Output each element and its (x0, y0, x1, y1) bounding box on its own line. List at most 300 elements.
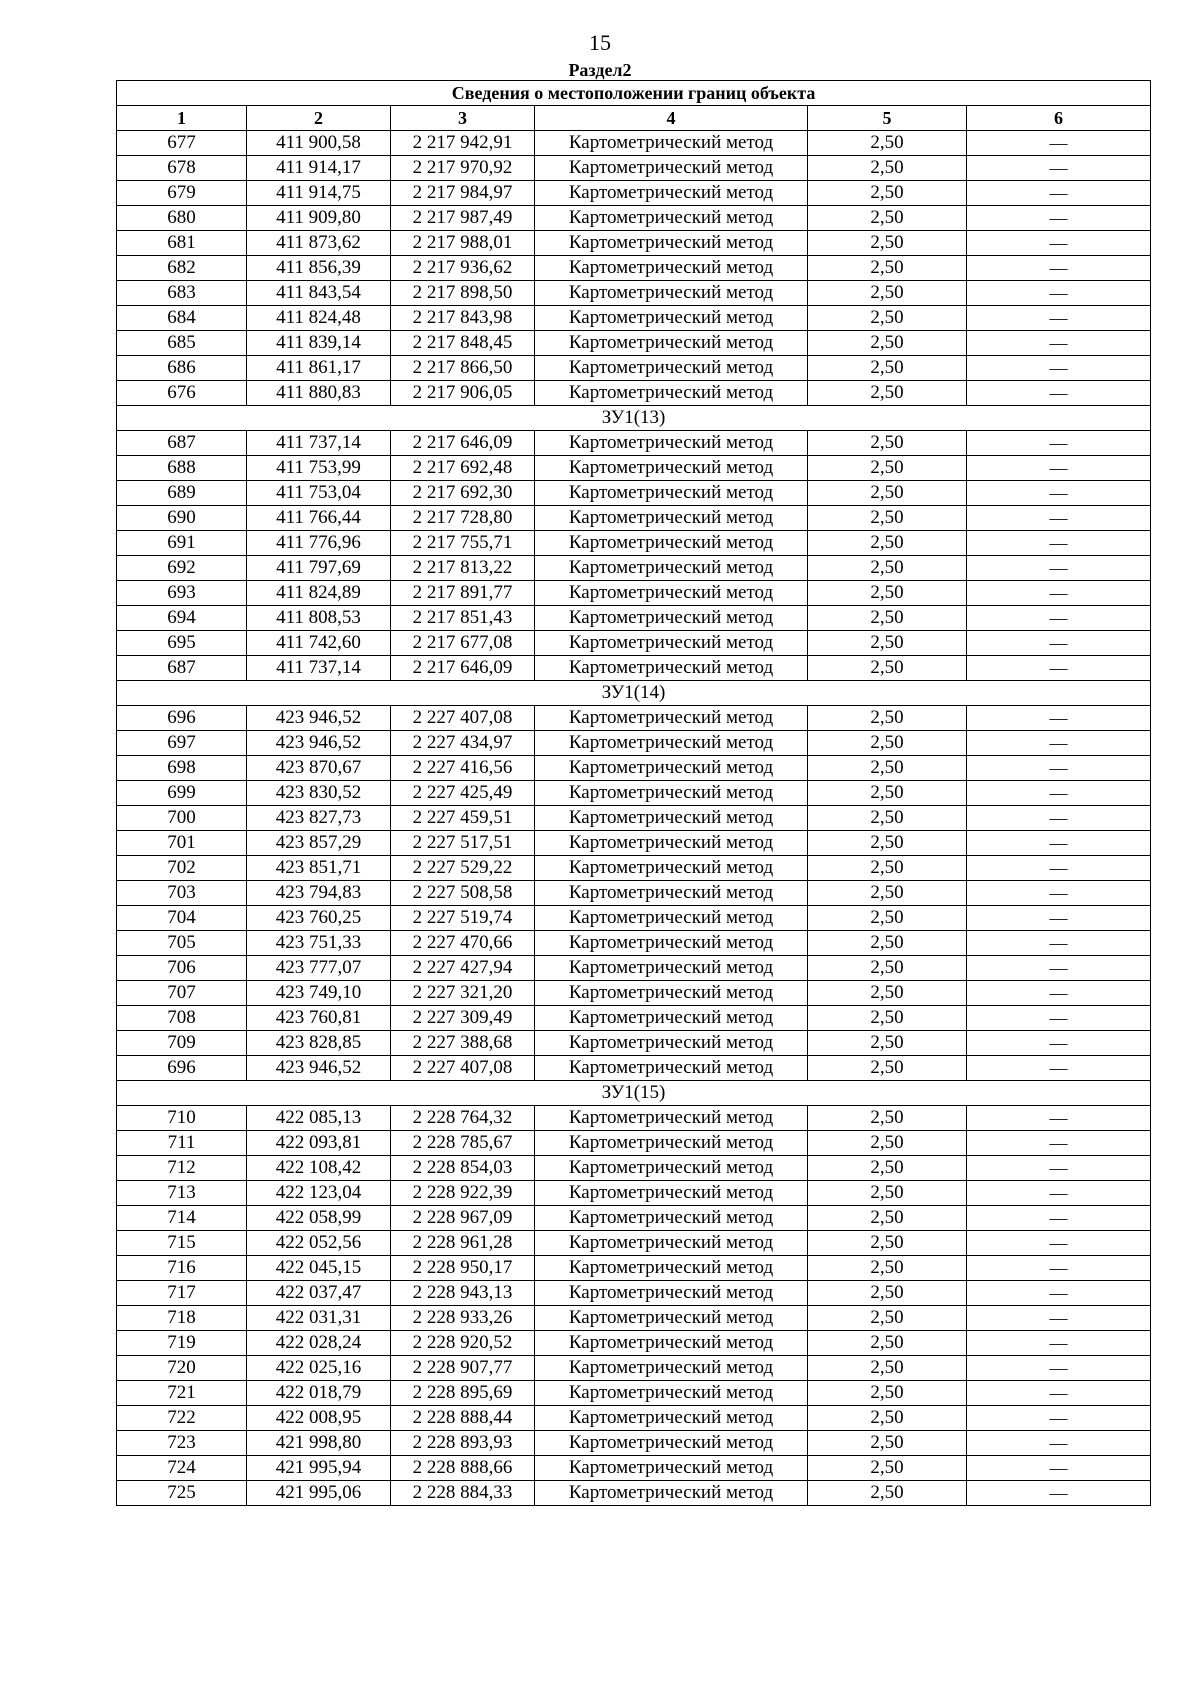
point-number-cell: 685 (117, 331, 247, 356)
point-number-cell: 682 (117, 256, 247, 281)
table-row (117, 831, 1151, 856)
page-number: 15 (589, 30, 611, 55)
accuracy-cell: 2,50 (808, 1356, 967, 1381)
x-coordinate-cell: 423 946,52 (247, 731, 391, 756)
point-number-cell: 691 (117, 531, 247, 556)
y-coordinate-cell: 2 217 936,62 (391, 256, 535, 281)
method-cell: Картометрический метод (535, 631, 808, 656)
accuracy-cell: 2,50 (808, 981, 967, 1006)
description-cell: — (967, 706, 1151, 731)
method-cell: Картометрический метод (535, 606, 808, 631)
accuracy-cell: 2,50 (808, 156, 967, 181)
x-coordinate-cell: 422 123,04 (247, 1181, 391, 1206)
point-number-cell: 716 (117, 1256, 247, 1281)
y-coordinate-cell: 2 227 425,49 (391, 781, 535, 806)
y-coordinate-cell: 2 228 920,52 (391, 1331, 535, 1356)
accuracy-cell: 2,50 (808, 181, 967, 206)
description-cell: — (967, 1056, 1151, 1081)
x-coordinate-cell: 422 037,47 (247, 1281, 391, 1306)
method-cell: Картометрический метод (535, 1431, 808, 1456)
x-coordinate-cell: 422 025,16 (247, 1356, 391, 1381)
description-cell: — (967, 256, 1151, 281)
table-row (117, 556, 1151, 581)
point-number-cell: 719 (117, 1331, 247, 1356)
description-cell: — (967, 606, 1151, 631)
table-row (117, 1056, 1151, 1081)
description-cell: — (967, 306, 1151, 331)
x-coordinate-cell: 423 749,10 (247, 981, 391, 1006)
x-coordinate-cell: 411 880,83 (247, 381, 391, 406)
x-coordinate-cell: 423 946,52 (247, 1056, 391, 1081)
accuracy-cell: 2,50 (808, 731, 967, 756)
y-coordinate-cell: 2 228 961,28 (391, 1231, 535, 1256)
description-cell: — (967, 856, 1151, 881)
method-cell: Картометрический метод (535, 431, 808, 456)
method-cell: Картометрический метод (535, 131, 808, 156)
table-row (117, 656, 1151, 681)
x-coordinate-cell: 411 856,39 (247, 256, 391, 281)
method-cell: Картометрический метод (535, 1156, 808, 1181)
accuracy-cell: 2,50 (808, 1031, 967, 1056)
method-cell: Картометрический метод (535, 881, 808, 906)
method-cell: Картометрический метод (535, 656, 808, 681)
description-cell: — (967, 1306, 1151, 1331)
accuracy-cell: 2,50 (808, 206, 967, 231)
table-row (117, 581, 1151, 606)
point-number-cell: 687 (117, 656, 247, 681)
description-cell: — (967, 181, 1151, 206)
table-row (117, 381, 1151, 406)
table-row (117, 931, 1151, 956)
group-label: ЗУ1(14) (117, 681, 1151, 706)
y-coordinate-cell: 2 228 950,17 (391, 1256, 535, 1281)
method-cell: Картометрический метод (535, 856, 808, 881)
method-cell: Картометрический метод (535, 781, 808, 806)
accuracy-cell: 2,50 (808, 481, 967, 506)
point-number-cell: 721 (117, 1381, 247, 1406)
x-coordinate-cell: 423 828,85 (247, 1031, 391, 1056)
point-number-cell: 705 (117, 931, 247, 956)
accuracy-cell: 2,50 (808, 331, 967, 356)
table-row (117, 956, 1151, 981)
accuracy-cell: 2,50 (808, 306, 967, 331)
method-cell: Картометрический метод (535, 481, 808, 506)
table-row (117, 1381, 1151, 1406)
x-coordinate-cell: 411 753,04 (247, 481, 391, 506)
group-label-row (117, 1081, 1151, 1106)
accuracy-cell: 2,50 (808, 906, 967, 931)
point-number-cell: 702 (117, 856, 247, 881)
description-cell: — (967, 556, 1151, 581)
y-coordinate-cell: 2 228 895,69 (391, 1381, 535, 1406)
method-cell: Картометрический метод (535, 1481, 808, 1506)
x-coordinate-cell: 423 857,29 (247, 831, 391, 856)
method-cell: Картометрический метод (535, 1106, 808, 1131)
accuracy-cell: 2,50 (808, 381, 967, 406)
method-cell: Картометрический метод (535, 1231, 808, 1256)
table-row (117, 1156, 1151, 1181)
description-cell: — (967, 231, 1151, 256)
y-coordinate-cell: 2 217 646,09 (391, 656, 535, 681)
table-row (117, 206, 1151, 231)
description-cell: — (967, 1431, 1151, 1456)
description-cell: — (967, 331, 1151, 356)
description-cell: — (967, 431, 1151, 456)
method-cell: Картометрический метод (535, 806, 808, 831)
x-coordinate-cell: 411 839,14 (247, 331, 391, 356)
y-coordinate-cell: 2 217 866,50 (391, 356, 535, 381)
table-row (117, 781, 1151, 806)
x-coordinate-cell: 423 946,52 (247, 706, 391, 731)
table-row (117, 1331, 1151, 1356)
y-coordinate-cell: 2 227 416,56 (391, 756, 535, 781)
method-cell: Картометрический метод (535, 1306, 808, 1331)
method-cell: Картометрический метод (535, 1256, 808, 1281)
table-row (117, 1431, 1151, 1456)
point-number-cell: 701 (117, 831, 247, 856)
table-caption: Сведения о местоположении границ объекта (117, 81, 1151, 106)
y-coordinate-cell: 2 227 407,08 (391, 1056, 535, 1081)
section-title: Раздел2 (568, 60, 632, 80)
description-cell: — (967, 131, 1151, 156)
method-cell: Картометрический метод (535, 731, 808, 756)
table-row (117, 631, 1151, 656)
x-coordinate-cell: 411 843,54 (247, 281, 391, 306)
method-cell: Картометрический метод (535, 1181, 808, 1206)
table-row (117, 731, 1151, 756)
accuracy-cell: 2,50 (808, 806, 967, 831)
description-cell: — (967, 981, 1151, 1006)
description-cell: — (967, 1381, 1151, 1406)
x-coordinate-cell: 411 914,75 (247, 181, 391, 206)
accuracy-cell: 2,50 (808, 456, 967, 481)
x-coordinate-cell: 423 827,73 (247, 806, 391, 831)
y-coordinate-cell: 2 227 434,97 (391, 731, 535, 756)
point-number-cell: 694 (117, 606, 247, 631)
method-cell: Картометрический метод (535, 756, 808, 781)
accuracy-cell: 2,50 (808, 1256, 967, 1281)
accuracy-cell: 2,50 (808, 881, 967, 906)
accuracy-cell: 2,50 (808, 1231, 967, 1256)
x-coordinate-cell: 411 861,17 (247, 356, 391, 381)
y-coordinate-cell: 2 227 517,51 (391, 831, 535, 856)
method-cell: Картометрический метод (535, 556, 808, 581)
description-cell: — (967, 756, 1151, 781)
table-row (117, 1106, 1151, 1131)
accuracy-cell: 2,50 (808, 506, 967, 531)
x-coordinate-cell: 411 737,14 (247, 656, 391, 681)
x-coordinate-cell: 411 808,53 (247, 606, 391, 631)
description-cell: — (967, 1156, 1151, 1181)
accuracy-cell: 2,50 (808, 531, 967, 556)
accuracy-cell: 2,50 (808, 756, 967, 781)
x-coordinate-cell: 422 028,24 (247, 1331, 391, 1356)
description-cell: — (967, 581, 1151, 606)
description-cell: — (967, 1231, 1151, 1256)
table-caption-row (117, 81, 1151, 106)
table-row (117, 331, 1151, 356)
method-cell: Картометрический метод (535, 1356, 808, 1381)
point-number-cell: 703 (117, 881, 247, 906)
point-number-cell: 687 (117, 431, 247, 456)
method-cell: Картометрический метод (535, 1381, 808, 1406)
y-coordinate-cell: 2 217 755,71 (391, 531, 535, 556)
accuracy-cell: 2,50 (808, 1406, 967, 1431)
group-label-row (117, 681, 1151, 706)
accuracy-cell: 2,50 (808, 431, 967, 456)
description-cell: — (967, 1481, 1151, 1506)
accuracy-cell: 2,50 (808, 856, 967, 881)
column-number-row (117, 106, 1151, 131)
y-coordinate-cell: 2 227 427,94 (391, 956, 535, 981)
table-row (117, 431, 1151, 456)
method-cell: Картометрический метод (535, 156, 808, 181)
point-number-cell: 678 (117, 156, 247, 181)
table-row (117, 131, 1151, 156)
y-coordinate-cell: 2 228 967,09 (391, 1206, 535, 1231)
x-coordinate-cell: 422 008,95 (247, 1406, 391, 1431)
x-coordinate-cell: 422 052,56 (247, 1231, 391, 1256)
table-row (117, 706, 1151, 731)
point-number-cell: 718 (117, 1306, 247, 1331)
x-coordinate-cell: 421 995,94 (247, 1456, 391, 1481)
description-cell: — (967, 1256, 1151, 1281)
description-cell: — (967, 281, 1151, 306)
point-number-cell: 698 (117, 756, 247, 781)
point-number-cell: 690 (117, 506, 247, 531)
accuracy-cell: 2,50 (808, 231, 967, 256)
method-cell: Картометрический метод (535, 306, 808, 331)
x-coordinate-cell: 423 851,71 (247, 856, 391, 881)
point-number-cell: 696 (117, 706, 247, 731)
description-cell: — (967, 1131, 1151, 1156)
table-row (117, 1306, 1151, 1331)
accuracy-cell: 2,50 (808, 1456, 967, 1481)
y-coordinate-cell: 2 228 888,44 (391, 1406, 535, 1431)
x-coordinate-cell: 411 753,99 (247, 456, 391, 481)
description-cell: — (967, 906, 1151, 931)
x-coordinate-cell: 411 766,44 (247, 506, 391, 531)
table-row (117, 1481, 1151, 1506)
column-header: 3 (391, 106, 535, 131)
method-cell: Картометрический метод (535, 931, 808, 956)
table-row (117, 356, 1151, 381)
x-coordinate-cell: 423 751,33 (247, 931, 391, 956)
x-coordinate-cell: 411 873,62 (247, 231, 391, 256)
y-coordinate-cell: 2 217 848,45 (391, 331, 535, 356)
x-coordinate-cell: 423 760,81 (247, 1006, 391, 1031)
table-row (117, 756, 1151, 781)
accuracy-cell: 2,50 (808, 356, 967, 381)
y-coordinate-cell: 2 217 942,91 (391, 131, 535, 156)
point-number-cell: 696 (117, 1056, 247, 1081)
y-coordinate-cell: 2 228 893,93 (391, 1431, 535, 1456)
point-number-cell: 723 (117, 1431, 247, 1456)
table-row (117, 606, 1151, 631)
table-row (117, 231, 1151, 256)
method-cell: Картометрический метод (535, 706, 808, 731)
x-coordinate-cell: 421 995,06 (247, 1481, 391, 1506)
x-coordinate-cell: 411 824,48 (247, 306, 391, 331)
description-cell: — (967, 631, 1151, 656)
description-cell: — (967, 881, 1151, 906)
table-row (117, 1456, 1151, 1481)
y-coordinate-cell: 2 227 459,51 (391, 806, 535, 831)
description-cell: — (967, 1206, 1151, 1231)
method-cell: Картометрический метод (535, 1406, 808, 1431)
y-coordinate-cell: 2 228 888,66 (391, 1456, 535, 1481)
y-coordinate-cell: 2 217 898,50 (391, 281, 535, 306)
description-cell: — (967, 456, 1151, 481)
table-row (117, 306, 1151, 331)
table-row (117, 531, 1151, 556)
method-cell: Картометрический метод (535, 181, 808, 206)
table-row (117, 506, 1151, 531)
method-cell: Картометрический метод (535, 281, 808, 306)
accuracy-cell: 2,50 (808, 831, 967, 856)
table-row (117, 181, 1151, 206)
point-number-cell: 710 (117, 1106, 247, 1131)
table-row (117, 1256, 1151, 1281)
table-row (117, 1231, 1151, 1256)
table-row (117, 481, 1151, 506)
group-label-row (117, 406, 1151, 431)
x-coordinate-cell: 421 998,80 (247, 1431, 391, 1456)
description-cell: — (967, 1356, 1151, 1381)
x-coordinate-cell: 411 797,69 (247, 556, 391, 581)
y-coordinate-cell: 2 217 677,08 (391, 631, 535, 656)
point-number-cell: 720 (117, 1356, 247, 1381)
y-coordinate-cell: 2 228 933,26 (391, 1306, 535, 1331)
point-number-cell: 711 (117, 1131, 247, 1156)
method-cell: Картометрический метод (535, 906, 808, 931)
point-number-cell: 689 (117, 481, 247, 506)
y-coordinate-cell: 2 217 851,43 (391, 606, 535, 631)
accuracy-cell: 2,50 (808, 556, 967, 581)
description-cell: — (967, 781, 1151, 806)
accuracy-cell: 2,50 (808, 606, 967, 631)
point-number-cell: 676 (117, 381, 247, 406)
point-number-cell: 725 (117, 1481, 247, 1506)
point-number-cell: 706 (117, 956, 247, 981)
point-number-cell: 688 (117, 456, 247, 481)
description-cell: — (967, 1031, 1151, 1056)
y-coordinate-cell: 2 227 529,22 (391, 856, 535, 881)
column-header: 1 (117, 106, 247, 131)
accuracy-cell: 2,50 (808, 581, 967, 606)
method-cell: Картометрический метод (535, 981, 808, 1006)
description-cell: — (967, 1406, 1151, 1431)
x-coordinate-cell: 423 794,83 (247, 881, 391, 906)
x-coordinate-cell: 411 737,14 (247, 431, 391, 456)
point-number-cell: 715 (117, 1231, 247, 1256)
method-cell: Картометрический метод (535, 256, 808, 281)
x-coordinate-cell: 411 776,96 (247, 531, 391, 556)
accuracy-cell: 2,50 (808, 1156, 967, 1181)
point-number-cell: 713 (117, 1181, 247, 1206)
x-coordinate-cell: 422 018,79 (247, 1381, 391, 1406)
y-coordinate-cell: 2 217 906,05 (391, 381, 535, 406)
description-cell: — (967, 1456, 1151, 1481)
y-coordinate-cell: 2 228 854,03 (391, 1156, 535, 1181)
accuracy-cell: 2,50 (808, 1281, 967, 1306)
x-coordinate-cell: 423 760,25 (247, 906, 391, 931)
x-coordinate-cell: 422 093,81 (247, 1131, 391, 1156)
point-number-cell: 679 (117, 181, 247, 206)
accuracy-cell: 2,50 (808, 1006, 967, 1031)
x-coordinate-cell: 411 824,89 (247, 581, 391, 606)
table-row (117, 1406, 1151, 1431)
accuracy-cell: 2,50 (808, 1106, 967, 1131)
y-coordinate-cell: 2 217 692,30 (391, 481, 535, 506)
point-number-cell: 692 (117, 556, 247, 581)
method-cell: Картометрический метод (535, 1006, 808, 1031)
accuracy-cell: 2,50 (808, 1306, 967, 1331)
point-number-cell: 695 (117, 631, 247, 656)
method-cell: Картометрический метод (535, 531, 808, 556)
y-coordinate-cell: 2 227 407,08 (391, 706, 535, 731)
y-coordinate-cell: 2 227 519,74 (391, 906, 535, 931)
method-cell: Картометрический метод (535, 1056, 808, 1081)
accuracy-cell: 2,50 (808, 1206, 967, 1231)
y-coordinate-cell: 2 227 470,66 (391, 931, 535, 956)
accuracy-cell: 2,50 (808, 1381, 967, 1406)
description-cell: — (967, 206, 1151, 231)
description-cell: — (967, 156, 1151, 181)
accuracy-cell: 2,50 (808, 956, 967, 981)
point-number-cell: 724 (117, 1456, 247, 1481)
x-coordinate-cell: 411 900,58 (247, 131, 391, 156)
point-number-cell: 680 (117, 206, 247, 231)
description-cell: — (967, 356, 1151, 381)
table-row (117, 1181, 1151, 1206)
accuracy-cell: 2,50 (808, 706, 967, 731)
point-number-cell: 722 (117, 1406, 247, 1431)
point-number-cell: 684 (117, 306, 247, 331)
x-coordinate-cell: 423 870,67 (247, 756, 391, 781)
table-row (117, 906, 1151, 931)
accuracy-cell: 2,50 (808, 931, 967, 956)
description-cell: — (967, 531, 1151, 556)
x-coordinate-cell: 422 031,31 (247, 1306, 391, 1331)
group-label: ЗУ1(13) (117, 406, 1151, 431)
y-coordinate-cell: 2 228 907,77 (391, 1356, 535, 1381)
accuracy-cell: 2,50 (808, 1331, 967, 1356)
column-header: 4 (535, 106, 808, 131)
accuracy-cell: 2,50 (808, 1056, 967, 1081)
y-coordinate-cell: 2 227 309,49 (391, 1006, 535, 1031)
y-coordinate-cell: 2 227 508,58 (391, 881, 535, 906)
method-cell: Картометрический метод (535, 581, 808, 606)
y-coordinate-cell: 2 227 388,68 (391, 1031, 535, 1056)
y-coordinate-cell: 2 228 764,32 (391, 1106, 535, 1131)
x-coordinate-cell: 423 830,52 (247, 781, 391, 806)
table-row (117, 881, 1151, 906)
y-coordinate-cell: 2 217 646,09 (391, 431, 535, 456)
method-cell: Картометрический метод (535, 1031, 808, 1056)
method-cell: Картометрический метод (535, 381, 808, 406)
description-cell: — (967, 506, 1151, 531)
table-row (117, 256, 1151, 281)
point-number-cell: 712 (117, 1156, 247, 1181)
accuracy-cell: 2,50 (808, 781, 967, 806)
method-cell: Картометрический метод (535, 1131, 808, 1156)
method-cell: Картометрический метод (535, 206, 808, 231)
description-cell: — (967, 1006, 1151, 1031)
table-body (117, 131, 1151, 1506)
point-number-cell: 700 (117, 806, 247, 831)
table-row (117, 1131, 1151, 1156)
